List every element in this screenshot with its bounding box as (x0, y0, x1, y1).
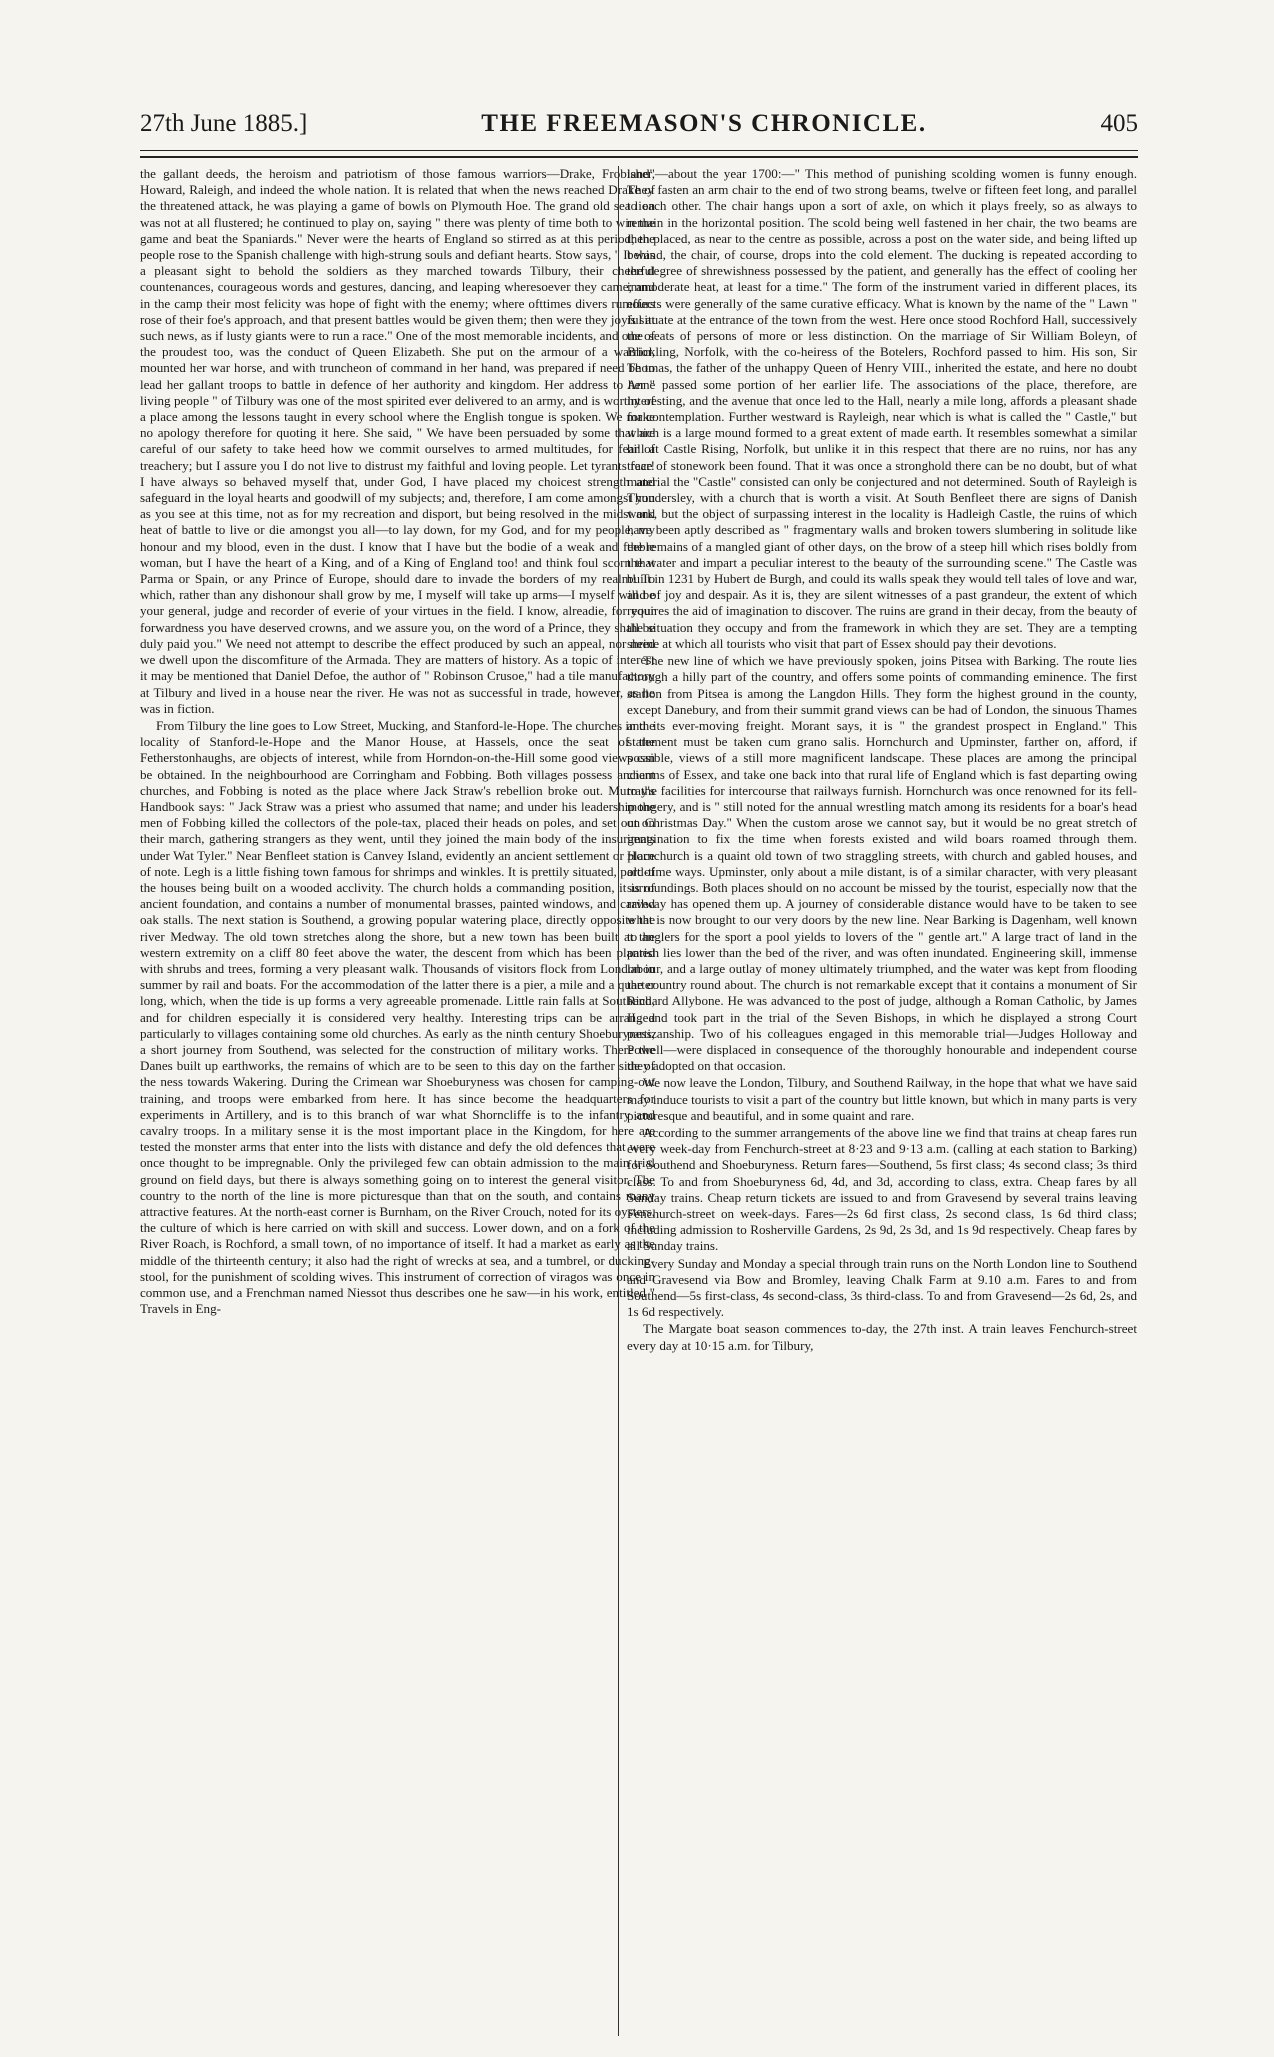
masthead-title: THE FREEMASON'S CHRONICLE. (481, 110, 927, 137)
header-rule (140, 150, 1138, 151)
right-column (627, 166, 1137, 2036)
paragraph: the gallant deeds, the heroism and patriotism of those famous warriors—Drake, Frobisher, Howard, Raleigh, and indeed the whole nation. It is related that when the news reached Drake of the threatened attack, he was playing a game of bowls on Plymouth Hoe. The grand old sea lion was not at all flustered; he continued to play on, saying " there was plenty of time both to win the game and beat the Spaniards." Never were the hearts of England so stirred as at this period; the people rose to the Spanish challenge with high-strung souls and defiant hearts. Stow says, " It was a pleasant sight to behold the soldiers as they marched towards Tilbury, their cheerful countenances, courageous words and gestures, dancing, and leaping wheresoever they came; and in the camp their most felicity was hope of fight with the enemy; where ofttimes divers rumours rose of their foe's approach, and that present battles would be given them; then were they joyful at such news, as if lusty giants were to run a race." One of the most memorable incidents, and one of the proudest too, was the conduct of Queen Elizabeth. She put on the armour of a warrior, mounted her war horse, and with truncheon of command in her hand, was prepared if need be to lead her gallant troops to battle in defence of her authority and kingdom. Her address to her " living people " of Tilbury was one of the most spirited ever delivered to an army, and is worthy of a place among the lessons taught in every school where the English tongue is spoken. We make no apology therefore for quoting it here. She said, " We have been persuaded by some that are careful of our safety to take heed how we commit ourselves to armed multitudes, for fear of treachery; but I assure you I do not live to distrust my faithful and loving people. Let tyrants fear! I have always so behaved myself that, under God, I have placed my choicest strength and safeguard in the loyal hearts and goodwill of my subjects; and, therefore, I am come amongst you as you see at this time, not as for my recreation and disport, but being resolved in the midst and heat of battle to live or die amongst you all—to lay down, for my God, and for my people, my honour and my blood, even in the dust. I know that I have but the bodie of a weak and feeble woman, but I have the heart of a King, and of a King of England too! and think foul scorn that Parma or Spain, or any Prince of Europe, should dare to invade the borders of my realm! To which, rather than any dishonour shall grow by me, I myself will take up arms—I myself will be your general, judge and recorder of everie of your virtues in the field. I know, alreadie, for your forwardness you have deserved crowns, and we assure you, on the word of a Prince, they shall be duly paid you." We need not attempt to describe the effect produced by such an appeal, nor need we dwell upon the discomfiture of the Armada. They are matters of history. As a topic of interest it may be mentioned that Daniel Defoe, the author of " Robinson Crusoe," had a tile manufactory at Tilbury and lived in a house near the river. He was not as successful in trade, however, as he was in fiction. (140, 166, 655, 716)
paragraph: The Margate boat season commences to-day, the 27th inst. A train leaves Fenchurch-street every day at 10·15 a.m. for Tilbury, (627, 1321, 1137, 1353)
paragraph: From Tilbury the line goes to Low Street, Mucking, and Stanford-le-Hope. The churches in the locality of Stanford-le-Hope and the Manor House, at Hassels, once the seat of the Fetherstonhaughs, are objects of interest, while from Horndon-on-the-Hill some good views can be obtained. In the neighbourhood are Corringham and Fobbing. Both villages possess ancient churches, and Fobbing is noted as the place where Jack Straw's rebellion broke out. Murray's Handbook says: " Jack Straw was a priest who assumed that name; and under his leadership the men of Fobbing killed the collectors of the pole-tax, placed their heads on poles, and set out on their march, gathering strangers as they went, until they joined the main body of the insurgents under Wat Tyler." Near Benfleet station is Canvey Island, evidently an ancient settlement or place of note. Legh is a little fishing town famous for shrimps and winkles. It is prettily situated, part of the houses being built on a wooded acclivity. The church holds a commanding position, it is of ancient foundation, and contains a number of monumental brasses, painted windows, and carved oak stalls. The next station is Southend, a growing popular watering place, directly opposite the river Medway. The old town stretches along the shore, but a new town has been built at the western extremity on a cliff 80 feet above the water, the descent from which has been planted with shrubs and trees, forming a very pleasant walk. Thousands of visitors flock from London in summer by rail and boats. For the accommodation of the latter there is a pier, a mile and a quarter long, which, when the tide is up forms a very agreeable promenade. Little rain falls at Southend, and for children especially it is considered very healthy. Interesting trips can be arranged particularly to villages containing some old churches. As early as the ninth century Shoeburyness, a short journey from Southend, was selected for the construction of military works. There the Danes built up earthworks, the remains of which are to be seen to this day on the farther side of the ness towards Wakering. During the Crimean war Shoeburyness was chosen for camping-out training, and troops were embarked from here. It has since become the headquarters for experiments in Artillery, and is to this branch of war what Shorncliffe is to the infantry and cavalry troops. In a military sense it is the most important place in the Kingdom, for here are tested the monster arms that enter into the lists with distance and defy the old defences that were once thought to be impregnable. Only the privileged few can obtain admission to the main trial ground on field days, but there is always something going on to interest the general visitor. The country to the north of the line is more picturesque than that on the south, and contains many attractive features. At the north-east corner is Burnham, on the River Crouch, noted for its oysters, the culture of which is here carried on with skill and success. Lower down, and on a fork of the River Roach, is Rochford, a small town, of no importance of itself. It had a market as early as the middle of the thirteenth century; it also had the right of wrecks at sea, and a tumbrel, or ducking-stool, for the punishment of scolding wives. This instrument of correction of viragos was once in common use, and a Frenchman named Niessot thus describes one he saw—in his work, entitled " Travels in Eng- (140, 717, 655, 1317)
page-number: 405 (1100, 110, 1138, 137)
left-column (140, 166, 655, 2036)
paragraph: Every Sunday and Monday a special through train runs on the North London line to Southend and Gravesend via Bow and Bromley, leaving Chalk Farm at 9.10 a.m. Fares to and from Southend—5s first-class, 4s second-class, 3s third-class. To and from Gravesend—2s 6d, 2s, and 1s 6d respectively. (627, 1255, 1137, 1320)
header-rule-thick (140, 156, 1138, 158)
paragraph: We now leave the London, Tilbury, and Southend Railway, in the hope that what we have said may induce tourists to visit a part of the country but little known, but which in many parts is very picturesque and beautiful, and in some quaint and rare. (627, 1075, 1137, 1123)
column-divider (618, 166, 619, 2036)
paragraph: According to the summer arrangements of the above line we find that trains at cheap fares run every week-day from Fenchurch-street at 8·23 and 9·13 a.m. (calling at each station to Barking) for Southend and Shoeburyness. Return fares—Southend, 5s first class; 4s second class; 3s third class. To and from Shoeburyness 6d, 4d, and 3d, according to class, extra. Cheap fares by all Sunday trains. Cheap return tickets are issued to and from Gravesend by several trains leaving Fenchurch-street on week-days. Fares—2s 6d first class, 2s second class, 1s 6d third class; including admission to Rosherville Gardens, 2s 9d, 2s 3d, and 1s 9d respectively. Cheap fares by all Sunday trains. (627, 1124, 1137, 1254)
paragraph: The new line of which we have previously spoken, joins Pitsea with Barking. The route lies through a hilly part of the country, and offers some points of commanding eminence. The first station from Pitsea is among the Langdon Hills. They form the highest ground in the county, except Danebury, and from their summit grand views can be had of London, the sinuous Thames and its ever-moving freight. Morant says, it is " the grandest prospect in England." This statement must be taken cum grano salis. Hornchurch and Upminster, farther on, afford, if possible, views of a still more magnificent landscape. These places are among the principal charms of Essex, and take one back into that rural life of England which is fast departing owing to the facilities for intercourse that railways furnish. Hornchurch was once renowned for its fell-mongery, and is " still noted for the annual wrestling match among its residents for a boar's head on Christmas Day." When the custom arose we cannot say, but it would be no great stretch of imagination to fix the time when forests existed and wild boars roamed through them. Hornchurch is a quaint old town of two straggling streets, with church and gabled houses, and old-time ways. Upminster, only about a mile distant, is of a similar character, with very pleasant surroundings. Both places should on no account be missed by the tourist, especially now that the railway has opened them up. A journey of considerable distance would have to be taken to see what is now brought to our very doors by the new line. Near Barking is Dagenham, well known to anglers for the sport a pool yields to lovers of the " gentle art." A large tract of land in the parish lies lower than the bed of the river, and was often inundated. Engineering skill, immense labour, and a large outlay of money ultimately triumphed, and the water was kept from flooding the country round about. The church is not remarkable except that it contains a monument of Sir Richard Allybone. He was advanced to the post of judge, although a Roman Catholic, by James II., and took part in the trial of the Seven Bishops, in which he displayed a strong Court partizanship. Two of his colleagues engaged in this memorable trial—Judges Holloway and Powell—were displaced in consequence of the thoroughly honourable and independent course they adopted on that occasion. (627, 653, 1137, 1074)
page-header (140, 104, 1138, 144)
paragraph: land"—about the year 1700:—" This method of punishing scolding women is funny enough. They fasten an arm chair to the end of two strong beams, twelve or fifteen feet long, and parallel to each other. The chair hangs upon a sort of axle, on which it plays freely, so as always to remain in the horizontal position. The scold being well fastened in her chair, the two beams are then placed, as near to the centre as possible, across a post on the water side, and being lifted up behind, the chair, of course, drops into the cold element. The ducking is repeated according to the degree of shrewishness possessed by the patient, and generally has the effect of cooling her immoderate heat, at least for a time." The form of the instrument varied in different places, its effects were generally of the same curative efficacy. What is known by the name of the " Lawn " is situate at the entrance of the town from the west. Here once stood Rochford Hall, successively the seats of persons of more or less distinction. On the marriage of Sir William Boleyn, of Blickling, Norfolk, with the co-heiress of the Botelers, Rochford passed to him. His son, Sir Thomas, the father of the unhappy Queen of Henry VIII., inherited the estate, and here no doubt Anne passed some portion of her earlier life. The associations of the place, therefore, are interesting, and the avenue that once led to the Hall, nearly a mile long, affords a pleasant shade for contemplation. Further westward is Rayleigh, near which is what is called the " Castle," but which is a large mound formed to a great extent of made earth. It resembles somewhat a similar hill at Castle Rising, Norfolk, but unlike it in this respect that there are no ruins, nor has any trace of stonework been found. That it was once a stronghold there can be no doubt, but of what material the "Castle" consisted can only be conjectured and not determined. South of Rayleigh is Thundersley, with a church that is worth a visit. At South Benfleet there are signs of Danish work, but the object of surpassing interest in the locality is Hadleigh Castle, the ruins of which have been aptly described as " fragmentary walls and broken towers slumbering in solitude like the remains of a mangled giant of other days, on the brow of a steep hill which rises boldly from the water and impart a peculiar interest to the beauty of the surrounding scene." The Castle was built in 1231 by Hubert de Burgh, and could its walls speak they would tell tales of love and war, and of joy and despair. As it is, they are silent witnesses of a past grandeur, the extent of which requires the aid of imagination to discover. The ruins are grand in their decay, from the beauty of the situation they occupy and from the framework in which they are set. They are a tempting shrine at which all tourists who visit that part of Essex should pay their devotions. (627, 166, 1137, 651)
issue-date: 27th June 1885.] (140, 110, 308, 137)
